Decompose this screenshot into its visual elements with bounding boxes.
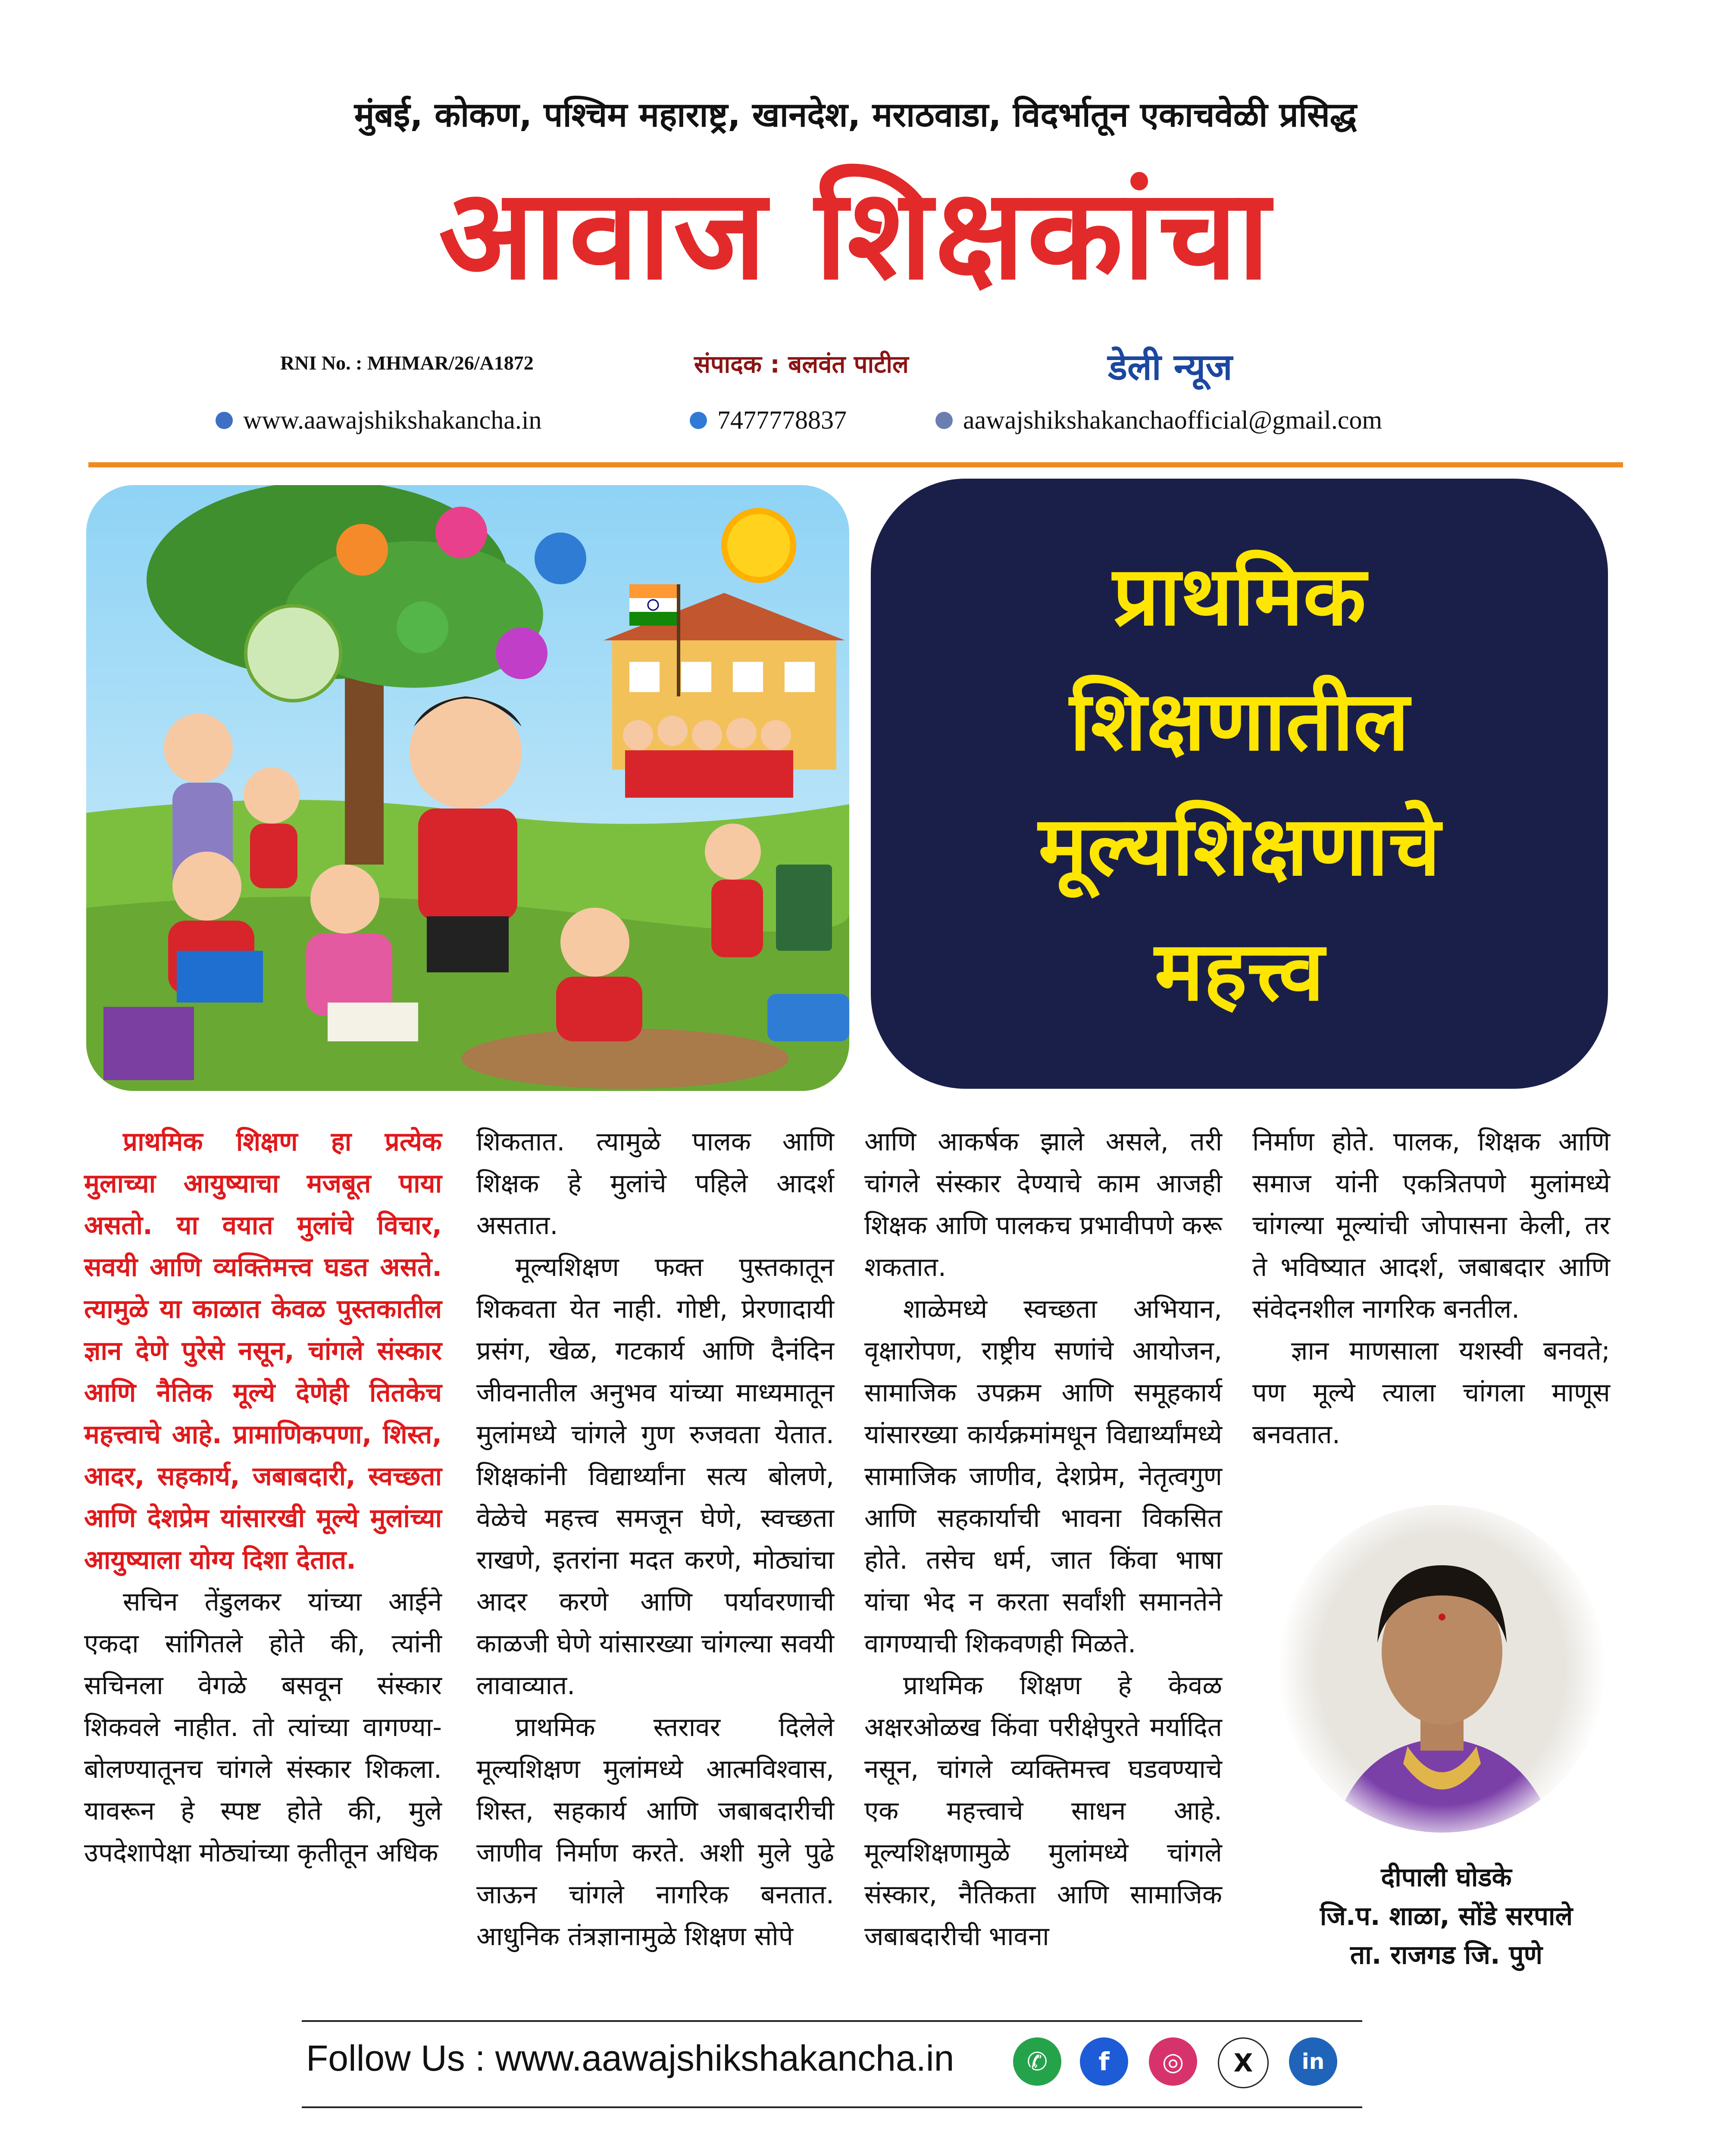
- globe-icon: [216, 412, 233, 429]
- phone-icon: [690, 412, 707, 429]
- phone-text: 7477778837: [717, 406, 847, 434]
- article-column-1: [84, 1121, 442, 1874]
- daily-news-label: डेली न्यूज: [1108, 346, 1232, 388]
- article-lead-paragraph: प्राथमिक शिक्षण हा प्रत्येक मुलाच्या आयुष्याचा मजबूत पाया असतो. या वयात मुलांचे विचार, सवयी आणि व्यक्तिमत्त्व घडत असते. त्यामुळे या काळात केवळ पुस्तकातील ज्ञान देणे पुरेसे नसून, चांगले संस्कार आणि नैतिक मूल्ये देणेही तितकेच महत्त्वाचे आहे. प्रामाणिकपणा, शिस्त, आदर, सहकार्य, जबाबदारी, स्वच्छता आणि देशप्रेम यांसारखी मूल्ये मुलांच्या आयुष्याला योग्य दिशा देतात.: [84, 1127, 442, 1575]
- headline-line-1: प्राथमिक: [1113, 548, 1366, 644]
- email-contact[interactable]: [935, 405, 1382, 435]
- author-photo: [1278, 1488, 1606, 1850]
- article-paragraph: प्राथमिक शिक्षण हे केवळ अक्षरओळख किंवा परीक्षेपुरते मर्यादित नसून, चांगले व्यक्तिमत्त्व घडवण्याचे एक महत्त्वाचे साधन आहे. मूल्यशिक्षणामुळे मुलांमध्ये चांगले संस्कार, नैतिकता आणि सामाजिक जबाबदारीची भावना: [864, 1670, 1222, 1952]
- article-paragraph: प्राथमिक स्तरावर दिलेले मूल्यशिक्षण मुलांमध्ये आत्मविश्वास, शिस्त, सहकार्य आणि जबाबदारीची जाणीव निर्माण करते. अशी मुले पुढे जाऊन चांगले नागरिक बनतात. आधुनिक तंत्रज्ञानामुळे शिक्षण सोपे: [476, 1712, 834, 1952]
- instagram-icon[interactable]: ◎: [1149, 2037, 1197, 2086]
- phone-contact[interactable]: [690, 405, 847, 435]
- follow-us-text[interactable]: Follow Us : www.aawajshikshakancha.in: [306, 2038, 954, 2078]
- headline-line-3: मूल्यशिक्षणाचे: [1038, 798, 1441, 894]
- rni-number: RNI No. : MHMAR/26/A1872: [280, 352, 534, 374]
- footer-rule-top: [302, 2020, 1362, 2022]
- whatsapp-icon[interactable]: ✆: [1013, 2037, 1061, 2086]
- author-school: जि.प. शाळा, सोंडे सरपाले: [1320, 1901, 1573, 1931]
- headline-line-4: महत्त्व: [1154, 923, 1324, 1019]
- headline-line-2: शिक्षणातील: [1070, 673, 1409, 769]
- masthead-tagline: मुंबई, कोकण, पश्चिम महाराष्ट्र, खानदेश, मराठवाडा, विदर्भातून एकाचवेळी प्रसिद्ध: [354, 96, 1357, 135]
- linkedin-icon[interactable]: in: [1289, 2037, 1337, 2086]
- article-paragraph: शाळेमध्ये स्वच्छता अभियान, वृक्षारोपण, राष्ट्रीय सणांचे आयोजन, सामाजिक उपक्रम आणि समूहकार्य यांसारख्या कार्यक्रमांमधून विद्यार्थ्यांमध्ये सामाजिक जाणीव, देशप्रेम, नेतृत्वगुण आणि सहकार्याची भावना विकसित होते. तसेच धर्म, जात किंवा भाषा यांचा भेद न करता सर्वांशी समानतेने वागण्याची शिकवणही मिळते.: [864, 1294, 1222, 1659]
- x-icon[interactable]: X: [1218, 2037, 1269, 2088]
- newspaper-title: आवाज शिक्षकांचा: [438, 162, 1273, 307]
- article-column-3: [864, 1121, 1222, 1958]
- values-education-illustration: [86, 485, 849, 1091]
- article-paragraph: मूल्यशिक्षण फक्त पुस्तकातून शिकवता येत नाही. गोष्टी, प्रेरणादायी प्रसंग, खेळ, गटकार्य आणि दैनंदिन जीवनातील अनुभव यांच्या माध्यमातून मुलांमध्ये चांगले गुण रुजवता येतात. शिक्षकांनी विद्यार्थ्यांना सत्य बोलणे, वेळेचे महत्त्व समजून घेणे, स्वच्छता राखणे, इतरांना मदत करणे, मोठ्यांचा आदर करणे आणि पर्यावरणाची काळजी घेणे यांसारख्या चांगल्या सवयी लावाव्यात.: [476, 1252, 834, 1701]
- headline-box: [871, 479, 1608, 1089]
- email-text: aawajshikshakanchaofficial@gmail.com: [963, 406, 1383, 434]
- footer-rule-bottom: [302, 2106, 1362, 2108]
- editor-credit: संपादक : बलवंत पाटील: [694, 351, 909, 379]
- website-text: www.aawajshikshakancha.in: [243, 406, 542, 434]
- article-paragraph: सचिन तेंडुलकर यांच्या आईने एकदा सांगितले होते की, त्यांनी सचिनला वेगळे बसवून संस्कार शिकवले नाहीत. तो त्यांच्या वागण्या-बोलण्यातूनच चांगले संस्कार शिकला. यावरून हे स्पष्ट होते की, मुले उपदेशापेक्षा मोठ्यांच्या कृतीतून अधिक: [84, 1587, 442, 1868]
- article-column-4: [1252, 1121, 1610, 1456]
- author-place: ता. राजगड जि. पुणे: [1350, 1940, 1542, 1970]
- article-column-2: [476, 1121, 834, 1958]
- article-paragraph: निर्माण होते. पालक, शिक्षक आणि समाज यांनी एकत्रितपणे मुलांमध्ये चांगल्या मूल्यांची जोपासना केली, तर ते भविष्यात आदर्श, जबाबदार आणि संवेदनशील नागरिक बनतील.: [1252, 1127, 1610, 1324]
- masthead-divider: [88, 462, 1623, 467]
- article-paragraph: शिकतात. त्यामुळे पालक आणि शिक्षक हे मुलांचे पहिले आदर्श असतात.: [476, 1127, 834, 1241]
- website-contact[interactable]: [216, 405, 542, 435]
- article-paragraph: ज्ञान माणसाला यशस्वी बनवते; पण मूल्ये त्याला चांगला माणूस बनवतात.: [1252, 1336, 1610, 1450]
- author-name: दीपाली घोडके: [1381, 1862, 1512, 1893]
- mail-icon: [935, 412, 953, 429]
- article-paragraph: आणि आकर्षक झाले असले, तरी चांगले संस्कार देण्याचे काम आजही शिक्षक आणि पालकच प्रभावीपणे करू शकतात.: [864, 1127, 1222, 1282]
- facebook-icon[interactable]: f: [1080, 2037, 1128, 2086]
